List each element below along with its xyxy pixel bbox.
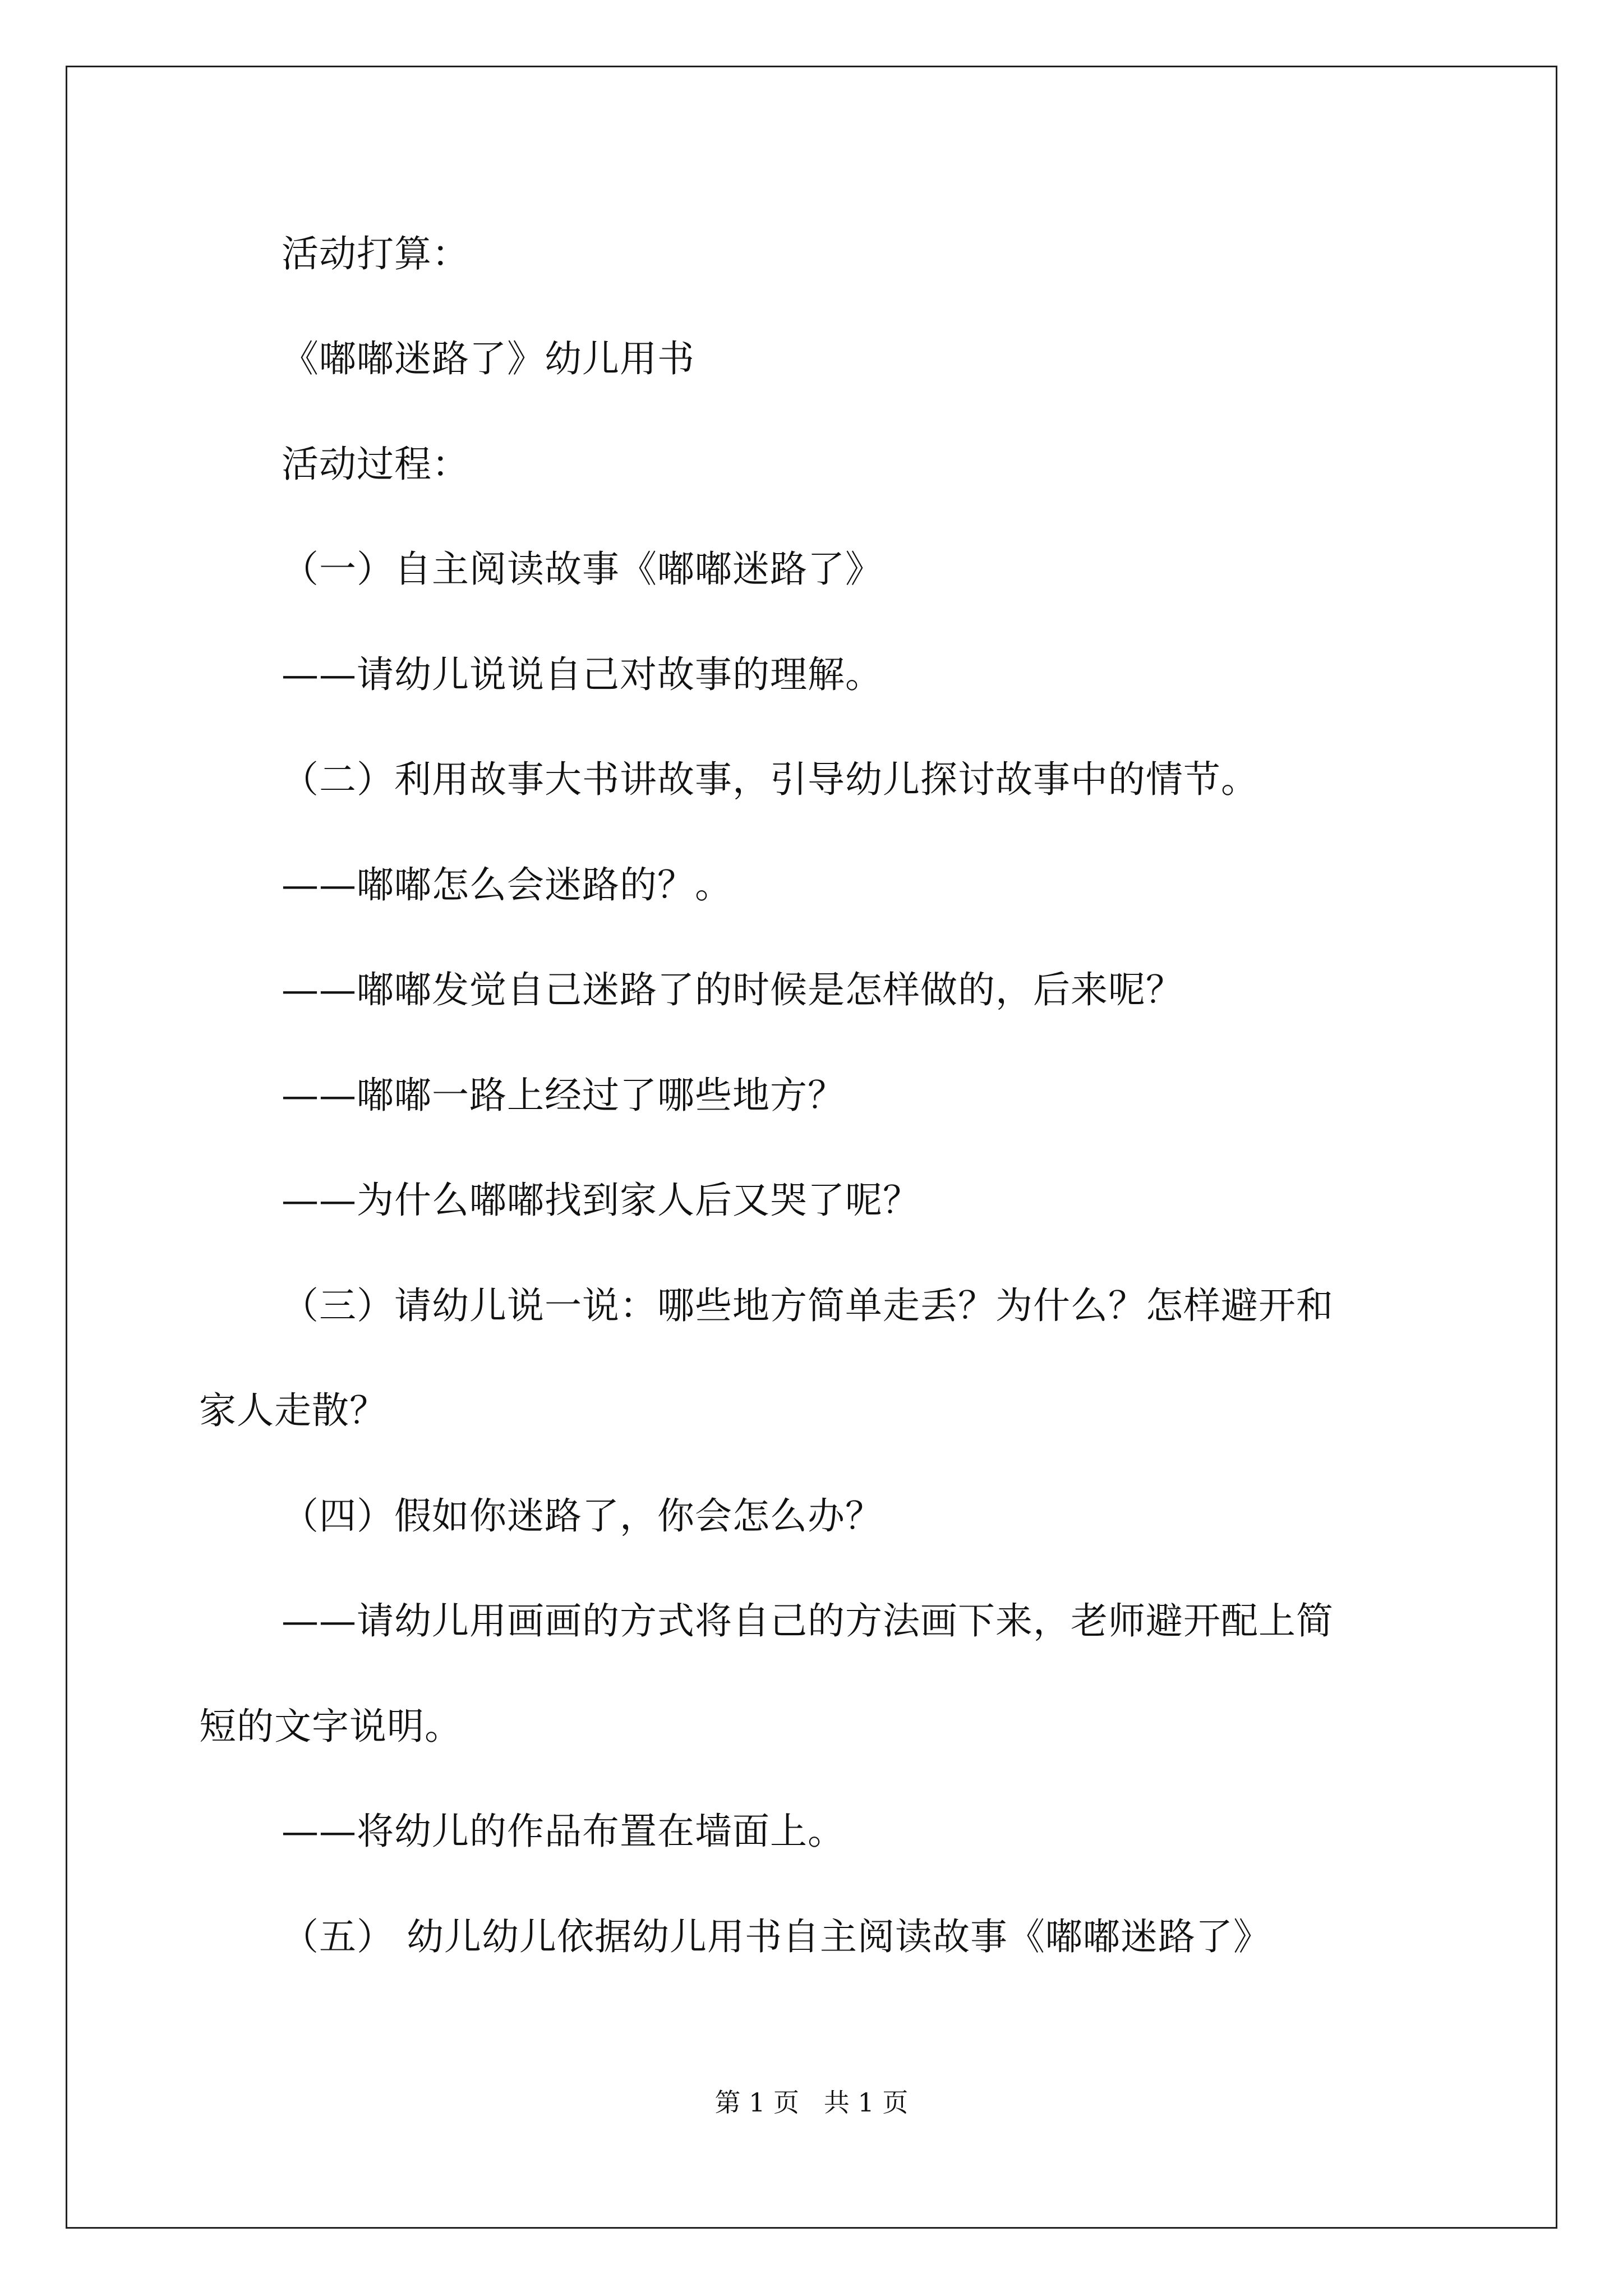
step-2: （二）利用故事大书讲故事，引导幼儿探讨故事中的情节。 xyxy=(282,758,1258,801)
step-3-continued: 家人走散？ xyxy=(199,1389,387,1432)
step-1-detail: ——请幼儿说说自己对故事的理解。 xyxy=(282,653,883,696)
step-4: （四）假如你迷路了，你会怎么办？ xyxy=(282,1494,883,1538)
step-2-question-1: ——嘟嘟怎么会迷路的？。 xyxy=(282,863,732,907)
step-3: （三）请幼儿说一说：哪些地方简单走丢？为什么？怎样避开和 xyxy=(282,1284,1334,1327)
heading-activity-prep: 活动打算： xyxy=(282,232,469,275)
heading-activity-process: 活动过程： xyxy=(282,443,469,486)
step-2-question-2: ——嘟嘟发觉自己迷路了的时候是怎样做的，后来呢？ xyxy=(282,968,1183,1011)
step-4-detail-continued: 短的文字说明。 xyxy=(199,1705,462,1748)
step-1: （一）自主阅读故事《嘟嘟迷路了》 xyxy=(282,547,883,591)
page-border xyxy=(66,66,1557,2229)
step-5: （五） 幼儿幼儿依据幼儿用书自主阅读故事《嘟嘟迷路了》 xyxy=(282,1915,1271,1958)
step-2-question-3: ——嘟嘟一路上经过了哪些地方？ xyxy=(282,1074,845,1117)
step-2-question-4: ——为什么嘟嘟找到家人后又哭了呢？ xyxy=(282,1179,920,1222)
material-book: 《嘟嘟迷路了》幼儿用书 xyxy=(282,337,695,380)
page-number-footer: 第 1 页 共 1 页 xyxy=(714,2087,909,2118)
step-4-detail: ——请幼儿用画画的方式将自己的方法画下来，老师避开配上简 xyxy=(282,1599,1334,1642)
step-4-detail-2: ——将幼儿的作品布置在墙面上。 xyxy=(282,1810,845,1853)
